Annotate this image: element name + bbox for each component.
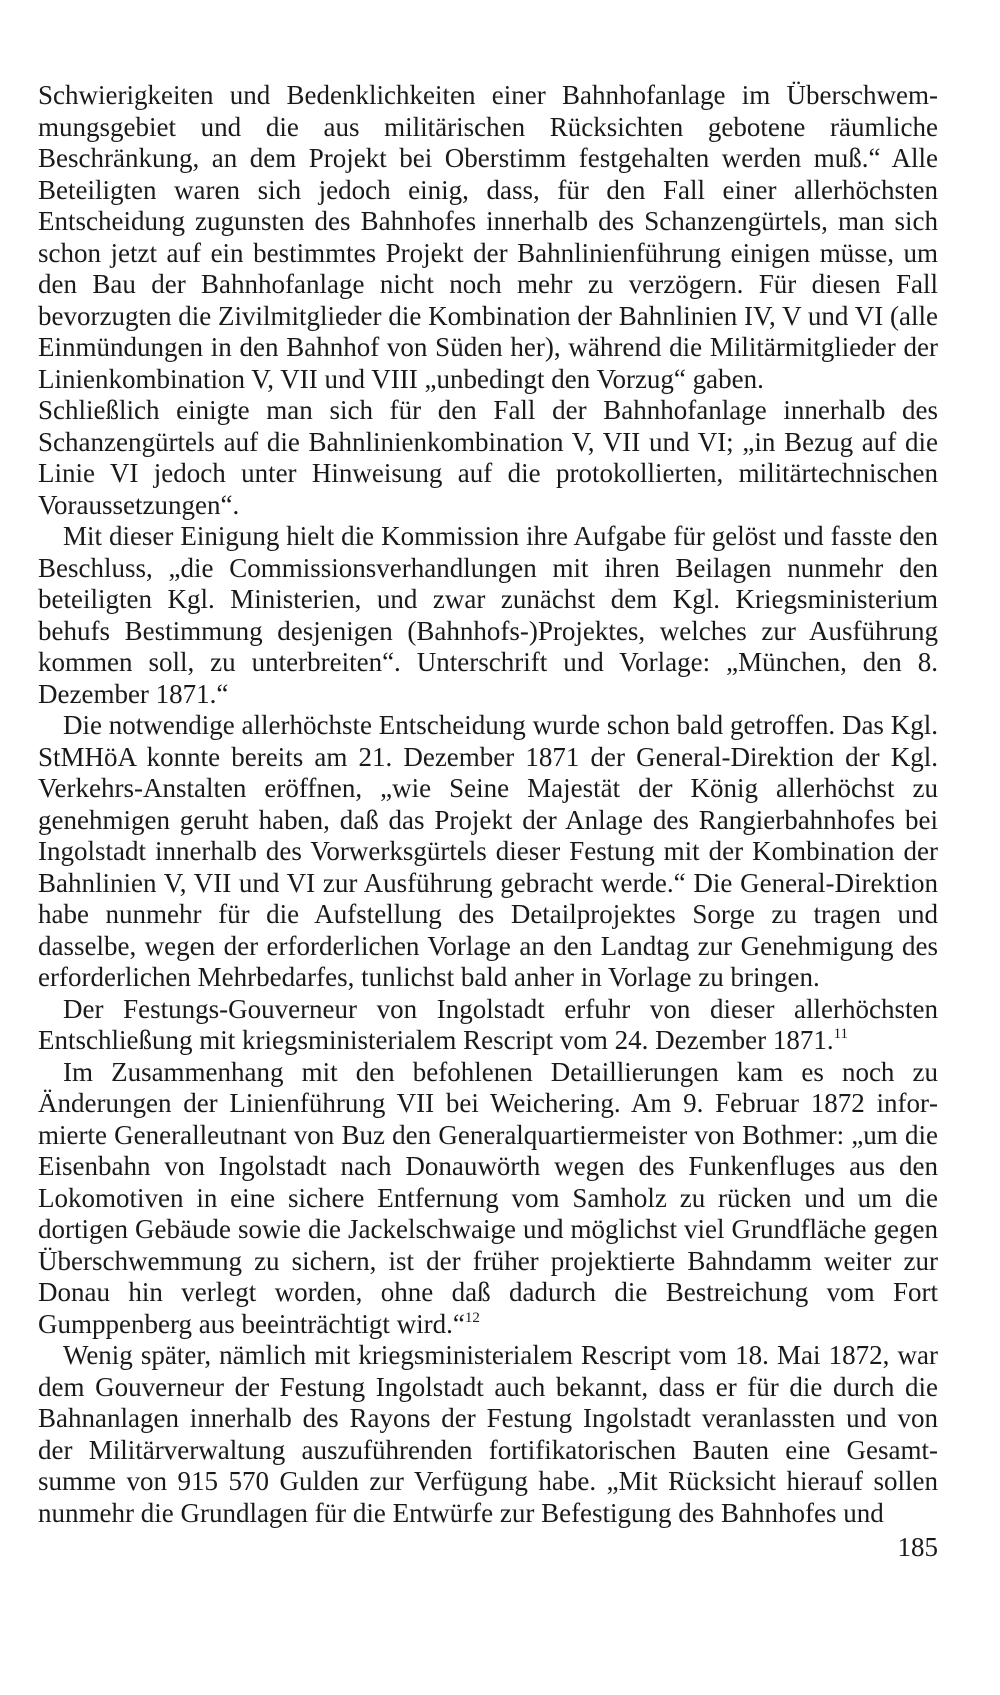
paragraph-6-text: Im Zusammenhang mit den befohlenen Detaillierungen kam es noch zu Änderungen der Linienführung VII bei Weichering. Am 9. Februar 1872 informierte Generalleutnant von Buz den Generalquartiermeister von Bothmer: „um die Eisenbahn von Ingolstadt nach Donauwörth wegen des Funkenfluges aus den Lokomotiven in eine sichere Entfernung vom Samholz zu rücken und um die dortigen Gebäude sowie die Jackelschwaige und möglichst viel Grundfläche gegen Überschwemmung zu sichern, ist der früher projektierte Bahndamm weiter zur Donau hin verlegt worden, ohne daß dadurch die Bestreichung vom Fort Gumppenberg aus beeinträchtigt wird.“ — [38, 1056, 938, 1339]
paragraph-7-text: Wenig später, nämlich mit kriegsministerialem Rescript vom 18. Mai 1872, war dem Gouverneur der Festung Ingolstadt auch bekannt, dass er für die durch die Bahnanlagen innerhalb des Rayons der Festung Ingolstadt veranlassten und von der Militärverwaltung auszuführenden fortifikatorischen Bauten eine Gesamtsumme von 915 570 Gulden zur Verfügung habe. „Mit Rücksicht hierauf sollen nunmehr die Grundlagen für die Entwürfe zur Befestigung des Bahnhofes und — [38, 1340, 938, 1528]
paragraph-5 — [38, 994, 938, 1057]
paragraph-2-text: Schließlich einigte man sich für den Fall der Bahnhofanlage innerhalb des Schanzengürtels auf die Bahnlinienkombination V, VII und VI; „in Bezug auf die Linie VI jedoch unter Hinweisung auf die protokollierten, militärtechnischen Voraussetzungen“. — [38, 395, 938, 520]
page-body — [38, 80, 938, 1529]
footnote-marker-11: 11 — [833, 1026, 849, 1042]
paragraph-3-text: Mit dieser Einigung hielt die Kommission ihre Aufgabe für gelöst und fasste den Beschluss, „die Commissionsverhandlungen mit ihren Beilagen nunmehr den beteiligten Kgl. Ministerien, und zwar zunächst dem Kgl. Kriegsministerium behufs Bestimmung desjenigen (Bahnhofs-)Projektes, welches zur Ausführung kommen soll, zu unterbreiten“. Unterschrift und Vorlage: „München, den 8. Dezember 1871.“ — [38, 521, 938, 709]
paragraph-6 — [38, 1057, 938, 1341]
footnote-marker-12: 12 — [464, 1309, 480, 1326]
page-number: 185 — [897, 1532, 938, 1562]
paragraph-3 — [38, 521, 938, 710]
paragraph-5-text: Der Festungs-Gouverneur von Ingolstadt erfuhr von dieser allerhöchsten Entschließung mit kriegsministerialem Rescript vom 24. Dezember 1871. — [38, 993, 938, 1055]
paragraph-4-text: Die notwendige allerhöchste Entscheidung wurde schon bald getroffen. Das Kgl. StMHöA konnte bereits am 21. Dezember 1871 der General-Direktion der Kgl. Verkehrs-Anstalten eröffnen, „wie Seine Majestät der König allerhöchst zu genehmigen geruht haben, daß das Projekt der Anlage des Rangierbahnhofes bei Ingolstadt innerhalb des Vorwerksgürtels dieser Festung mit der Kombination der Bahnlinien V, VII und VI zur Ausführung gebracht werde.“ Die General-Direktion habe nunmehr für die Aufstellung des Detailprojektes Sorge zu tragen und dasselbe, wegen der erforderlichen Vorlage an den Landtag zur Genehmigung des erforderlichen Mehrbedarfes, tunlichst bald anher in Vorlage zu bringen. — [38, 710, 938, 992]
paragraph-4 — [38, 710, 938, 994]
paragraph-7 — [38, 1340, 938, 1529]
paragraph-2 — [38, 395, 938, 521]
paragraph-1-text: Schwierigkeiten und Bedenklichkeiten einer Bahnhofanlage im Überschwemmungsgebiet und die aus militärischen Rücksichten gebotene räumliche Beschränkung, an dem Projekt bei Oberstimm festgehalten werden muß.“ Alle Beteiligten waren sich jedoch einig, dass, für den Fall einer allerhöchsten Entscheidung zugunsten des Bahnhofes innerhalb des Schanzengürtels, man sich schon jetzt auf ein bestimmtes Projekt der Bahnlinienführung einigen müsse, um den Bau der Bahnhofanlage nicht noch mehr zu verzögern. Für diesen Fall bevorzugten die Zivilmitglieder die Kombination der Bahnlinien IV, V und VI (alle Einmündungen in den Bahnhof von Süden her), während die Militärmitglieder der Linienkombination V, VII und VIII „unbedingt den Vorzug“ gaben. — [38, 80, 938, 394]
paragraph-1 — [38, 80, 938, 395]
